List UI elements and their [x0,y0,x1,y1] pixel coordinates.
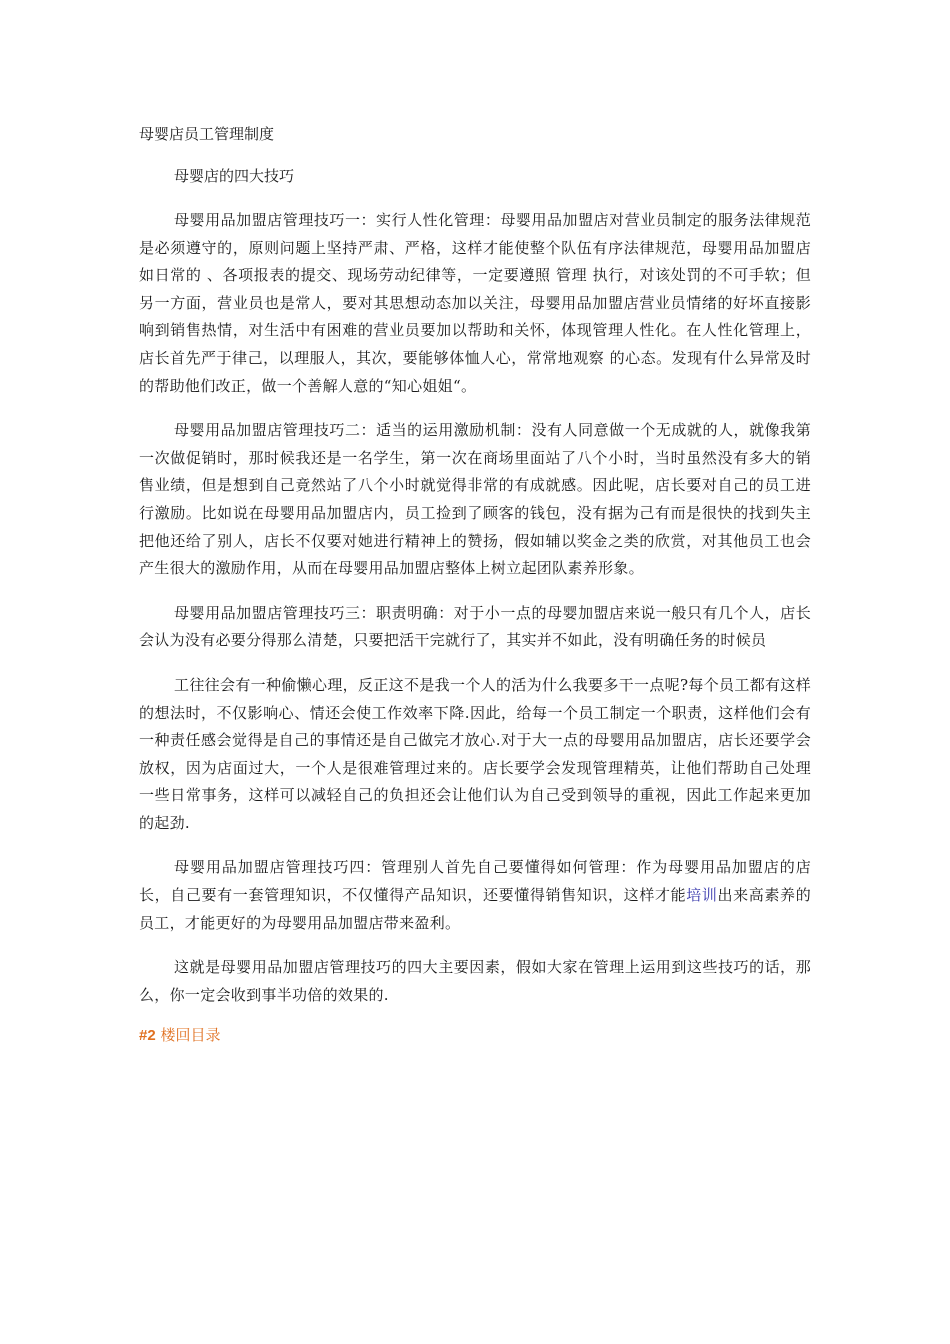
floor-footer [139,1023,811,1048]
back-to-contents-link[interactable]: 回目录 [175,1026,221,1045]
training-link[interactable]: 培训 [686,886,718,905]
floor-number: #2 [139,1027,156,1045]
document-title: 母婴店员工管理制度 [139,125,275,143]
paragraph-conclusion: 这就是母婴用品加盟店管理技巧的四大主要因素，假如大家在管理上运用到这些技巧的话，那么，你一定会收到事半功倍的效果的. [139,958,811,1004]
paragraph-tip-4-text-before: 母婴用品加盟店管理技巧四：管理别人首先自己要懂得如何管理：作为母婴用品加盟店的店长，自己要有一套管理知识，不仅懂得产品知识，还要懂得销售知识，这样才能 [139,858,811,905]
paragraph-tip-1: 母婴用品加盟店管理技巧一：实行人性化管理：母婴用品加盟店对营业员制定的服务法律规范是必须遵守的，原则问题上坚持严肃、严格，这样才能使整个队伍有序法律规范，母婴用品加盟店如日常的 、各项报表的提交、现场劳动纪律等，一定要遵照 管理 执行，对该处罚的不可手软；但另一方面，营业员也是常人，要对其思想动态加以关注，母婴用品加盟店营业员情绪的好坏直接影响到销售热情，对生活中有困难的营业员要加以帮助和关怀，体现管理人性化。在人性化管理上，店长首先严于律己，以理服人，其次，要能够体恤人心，常常地观察 的心态。发现有什么异常及时的帮助他们改正，做一个善解人意的“知心姐姐“。 [139,211,811,395]
floor-label: 楼 [160,1026,176,1045]
document-subtitle: 母婴店的四大技巧 [174,167,295,185]
paragraph-tip-3-continued: 工往往会有一种偷懒心理，反正这不是我一个人的活为什么我要多干一点呢?每个员工都有这样的想法时，不仅影响心、情还会使工作效率下降.因此，给每一个员工制定一个职责，这样他们会有一种责任感会觉得是自己的事情还是自己做完才放心.对于大一点的母婴用品加盟店，店长还要学会放权，因为店面过大，一个人是很难管理过来的。店长要学会发现管理精英，让他们帮助自己处理一些日常事务，这样可以减轻自己的负担还会让他们认为自己受到领导的重视，因此工作起来更加的起劲. [139,675,811,832]
paragraph-tip-4-text-after: 出来高素养的员工，才能更好的为母婴用品加盟店带来盈利。 [139,886,811,932]
document-page [139,122,811,1048]
paragraph-tip-2: 母婴用品加盟店管理技巧二：适当的运用激励机制：没有人同意做一个无成就的人，就像我第一次做促销时，那时候我还是一名学生，第一次在商场里面站了八个小时，当时虽然没有多大的销售业绩，但是想到自己竟然站了八个小时就觉得非常的有成就感。因此呢，店长要对自己的员工进行激励。比如说在母婴用品加盟店内，员工捡到了顾客的钱包，没有据为己有而是很快的找到失主把他还给了别人，店长不仅要对她进行精神上的赞扬，假如辅以奖金之类的欣赏，对其他员工也会产生很大的激励作用，从而在母婴用品加盟店整体上树立起团队素养形象。 [139,421,811,578]
paragraph-tip-4 [139,854,811,937]
paragraph-tip-3: 母婴用品加盟店管理技巧三：职责明确：对于小一点的母婴加盟店来说一般只有几个人，店长会认为没有必要分得那么清楚，只要把活干完就行了，其实并不如此，没有明确任务的时候员 [139,603,811,650]
